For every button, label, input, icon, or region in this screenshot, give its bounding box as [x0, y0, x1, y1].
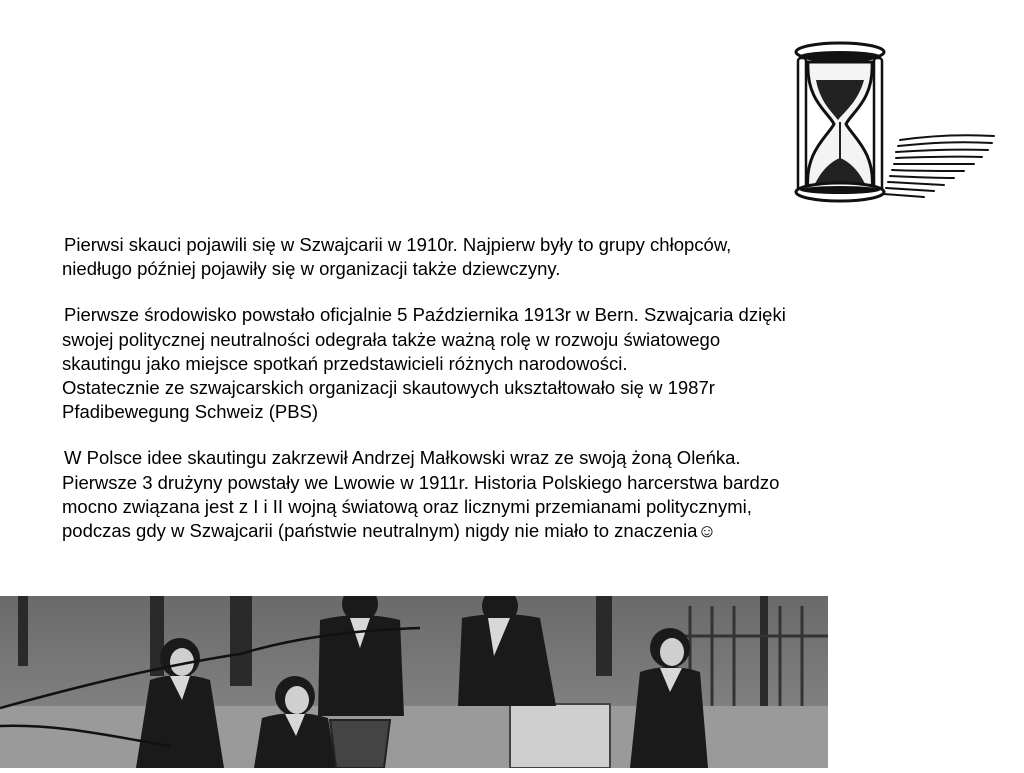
hourglass-icon	[788, 40, 998, 210]
text-line: Pierwsi skauci pojawili się w Szwajcarii w 1910r. Najpierw były to grupy chłopców,	[64, 234, 732, 255]
body-text	[62, 233, 967, 565]
paragraph-swiss-history	[62, 303, 967, 424]
text-line: niedługo później pojawiły się w organizacji także dziewczyny.	[62, 258, 561, 280]
paragraph-polish-history	[62, 446, 967, 543]
text-line: W Polsce idee skautingu zakrzewił Andrzej Małkowski wraz ze swoją żoną Oleńka.	[64, 447, 741, 469]
text-line: Pierwsze 3 drużyny powstały we Lwowie w 1911r. Historia Polskiego harcerstwa bardzo	[62, 471, 780, 493]
text-line: skautingu jako miejsce spotkań przedstawicieli różnych narodowości.	[62, 352, 628, 374]
text-line: Pierwsze środowisko powstało oficjalnie 5 Października 1913r w Bern. Szwajcaria dzięki	[64, 304, 786, 326]
text-line: Pfadibewegung Schweiz (PBS)	[62, 401, 319, 423]
text-line: swojej politycznej neutralności odegrała także ważną rolę w rozwoju światowego	[62, 328, 721, 350]
text-line: podczas gdy w Szwajcarii (państwie neutralnym) nigdy nie miało to znaczenia☺	[62, 520, 717, 542]
paragraph-swiss-beginnings	[62, 233, 967, 281]
text-line: Ostatecznie ze szwajcarskich organizacji skautowych ukształtowało się w 1987r	[62, 377, 715, 399]
text-line: mocno związana jest z I i II wojną światową oraz licznymi przemianami politycznymi,	[62, 495, 752, 517]
historical-scouts-photo	[0, 596, 828, 768]
